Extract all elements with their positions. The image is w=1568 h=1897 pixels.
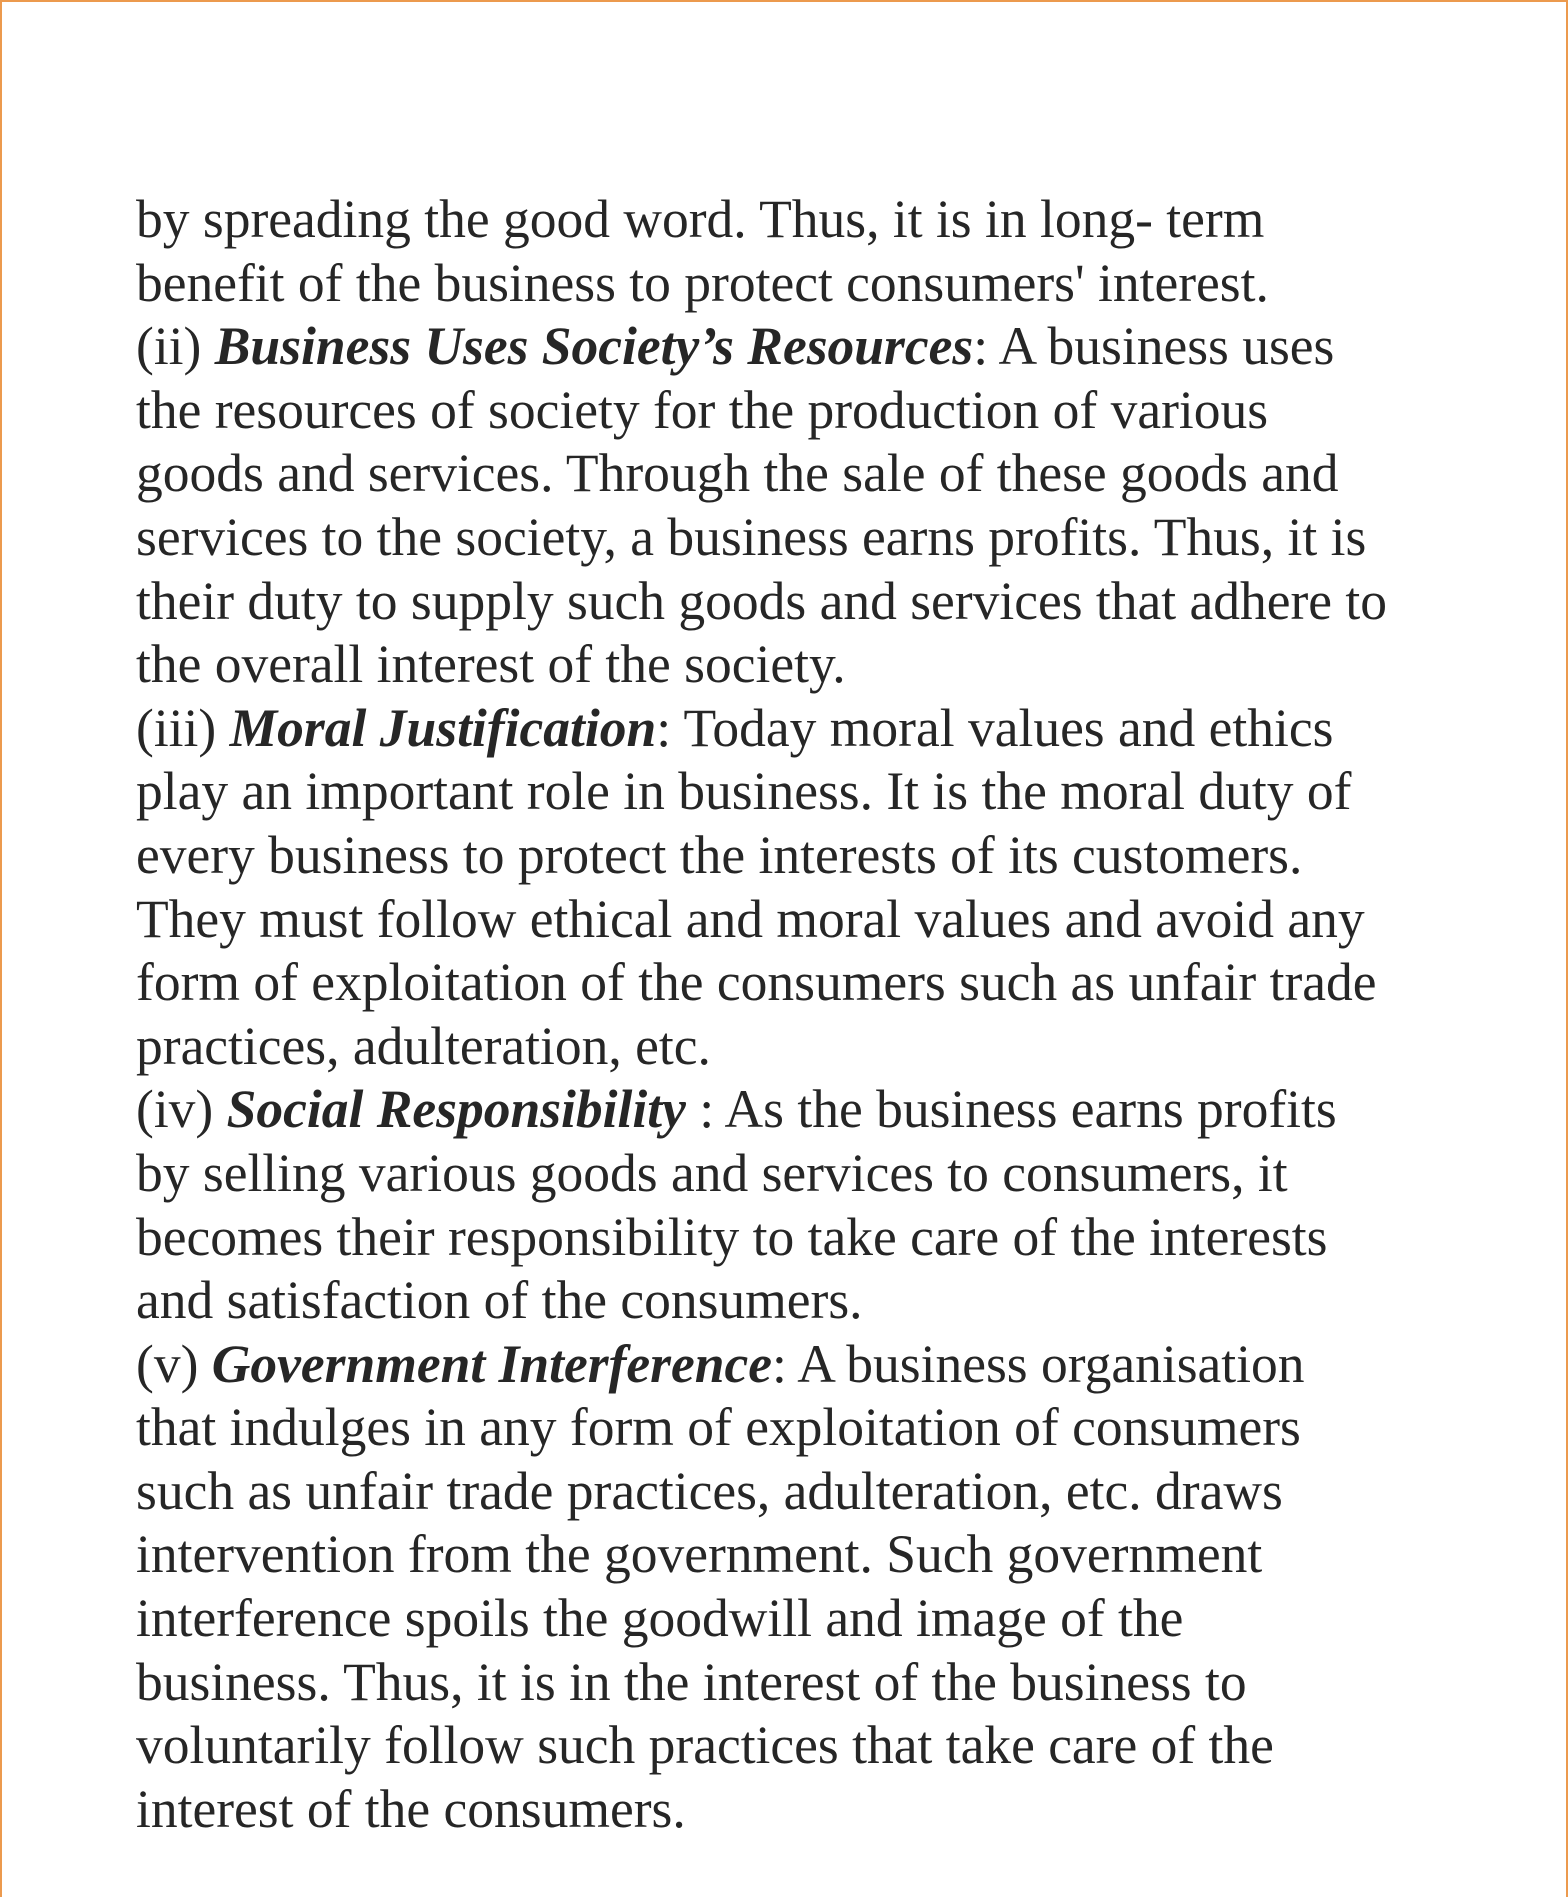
text-line (136, 1206, 1387, 1270)
text-line (136, 506, 1387, 570)
line-text: (v) (136, 1333, 212, 1394)
text-line (136, 1396, 1387, 1460)
line-text: practices, adulteration, etc. (136, 1015, 711, 1076)
line-text: goods and services. Through the sale of these goods and (136, 443, 1339, 504)
text-line (136, 824, 1387, 888)
line-text: : As the business earns profits (685, 1079, 1337, 1140)
text-line (136, 1333, 1387, 1397)
text-line (136, 1078, 1387, 1142)
line-text: They must follow ethical and moral values and avoid any (136, 888, 1365, 949)
text-line (136, 1460, 1387, 1524)
line-text: (iii) (136, 697, 230, 758)
text-line (136, 1015, 1387, 1079)
line-text: interest of the consumers. (136, 1778, 686, 1839)
section-heading: Government Interference (211, 1333, 772, 1394)
line-text: becomes their responsibility to take care of the interests (136, 1206, 1328, 1267)
line-text: their duty to supply such goods and services that adhere to (136, 570, 1388, 631)
text-line (136, 888, 1387, 952)
text-line (136, 951, 1387, 1015)
line-text: services to the society, a business earns profits. Thus, it is (136, 506, 1367, 567)
line-text: interference spoils the goodwill and image of the (136, 1588, 1184, 1649)
text-line (136, 1587, 1387, 1651)
line-text: : A business organisation (771, 1333, 1305, 1394)
line-text: business. Thus, it is in the interest of the business to (136, 1651, 1247, 1712)
line-text: (iv) (136, 1079, 227, 1140)
body-text (136, 188, 1387, 1841)
text-line (136, 1269, 1387, 1333)
text-line (136, 1523, 1387, 1587)
line-text: play an important role in business. It is the moral duty of (136, 761, 1352, 822)
line-text: and satisfaction of the consumers. (136, 1270, 863, 1331)
line-text: that indulges in any form of exploitation of consumers (136, 1397, 1301, 1458)
line-text: the overall interest of the society. (136, 634, 846, 695)
text-line (136, 570, 1387, 634)
text-line (136, 1651, 1387, 1715)
text-line (136, 697, 1387, 761)
text-line (136, 633, 1387, 697)
text-line (136, 1778, 1387, 1842)
line-text: by selling various goods and services to consumers, it (136, 1142, 1288, 1203)
line-text: : A business uses (973, 316, 1335, 377)
line-text: the resources of society for the production of various (136, 379, 1269, 440)
text-line (136, 442, 1387, 506)
text-line (136, 379, 1387, 443)
line-text: by spreading the good word. Thus, it is in long- term (136, 189, 1265, 249)
text-line (136, 315, 1387, 379)
line-text: form of exploitation of the consumers such as unfair trade (136, 952, 1377, 1013)
line-text: (ii) (136, 316, 215, 377)
line-text: such as unfair trade practices, adulteration, etc. draws (136, 1460, 1283, 1521)
text-line (136, 760, 1387, 824)
line-text: every business to protect the interests of its customers. (136, 824, 1303, 885)
line-text: benefit of the business to protect consumers' interest. (136, 252, 1269, 313)
section-heading: Social Responsibility (226, 1079, 686, 1140)
text-line (136, 252, 1387, 316)
text-line (136, 188, 1387, 252)
section-heading: Business Uses Society’s Resources (214, 316, 974, 377)
line-text: : Today moral values and ethics (656, 697, 1334, 758)
line-text: intervention from the government. Such government (136, 1524, 1263, 1585)
section-heading: Moral Justification (229, 697, 657, 758)
line-text: voluntarily follow such practices that take care of the (136, 1715, 1274, 1776)
text-line (136, 1142, 1387, 1206)
text-line (136, 1714, 1387, 1778)
